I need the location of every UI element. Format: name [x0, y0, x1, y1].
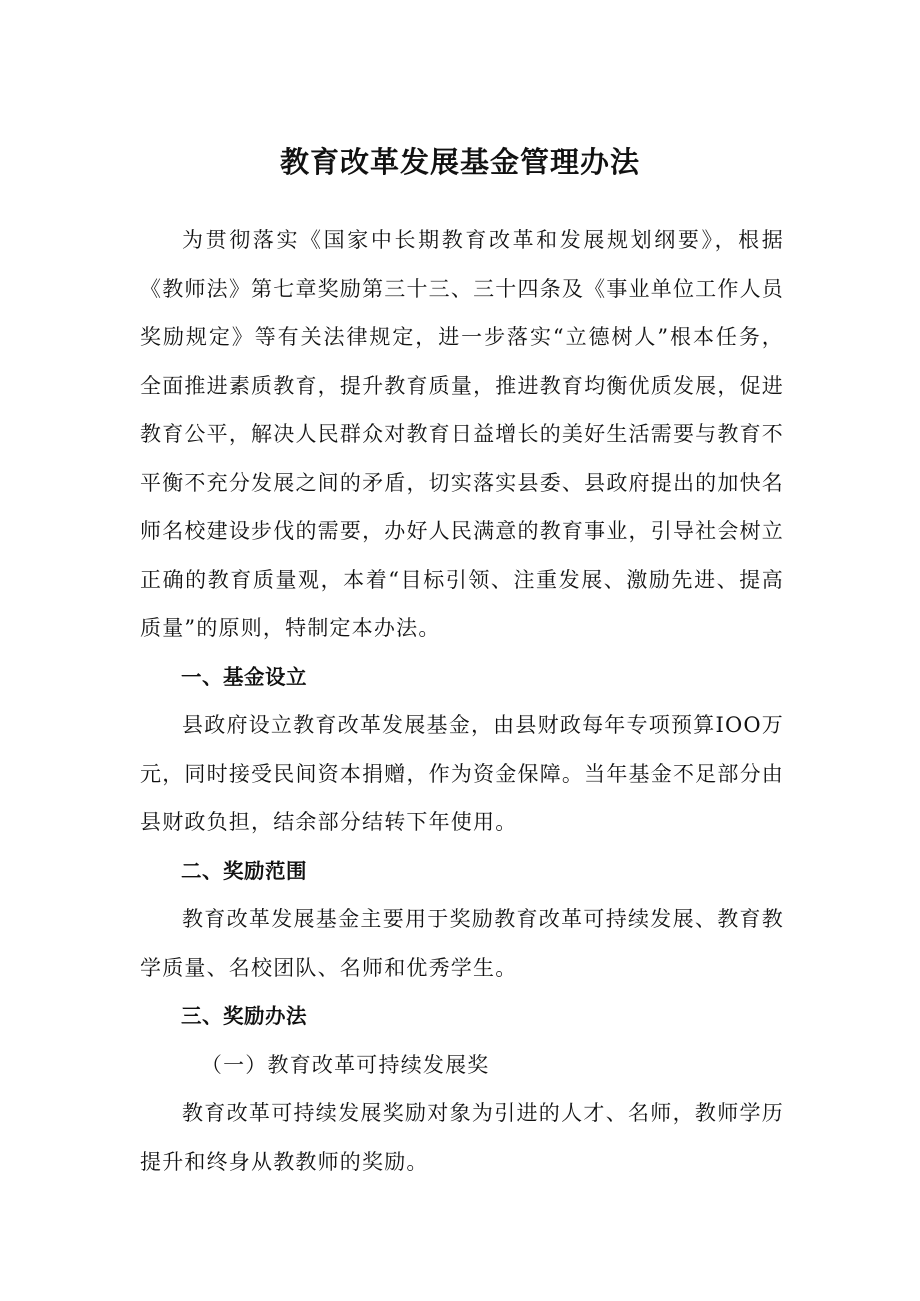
document-body: [140, 216, 784, 1186]
subsection-heading-sustainable-development-award: （一）教育改革可持续发展奖: [200, 1052, 490, 1077]
section-heading-reward-scope: 二、奖励范围: [181, 858, 307, 883]
section-heading-fund-establishment: 一、基金设立: [181, 664, 307, 689]
section-heading-reward-methods: 三、奖励办法: [181, 1004, 307, 1028]
intro-paragraph: 为贯彻落实《国家中长期教育改革和发展规划纲要》，根据《教师法》第七章奖励第三十三、三十四条及《事业单位工作人员奖励规定》等有关法律规定，进一步落实“立德树人”根本任务，全面推进素质教育，提升教育质量，推进教育均衡优质发展，促进教育公平，解决人民群众对教育日益增长的美好生活需要与教育不平衡不充分发展之间的矛盾，切实落实县委、县政府提出的加快名师名校建设步伐的需要，办好人民满意的教育事业，引导社会树立正确的教育质量观，本着“目标引领、注重发展、激励先进、提高质量”的原则，特制定本办法。: [140, 228, 784, 640]
section-text-fund-establishment: 县政府设立教育改革发展基金，由县财政每年专项预算IOO万元，同时接受民间资本捐赠，作为资金保障。当年基金不足部分由县财政负担，结余部分结转下年使用。: [140, 713, 784, 834]
section-text-sustainable-development-award: 教育改革可持续发展奖励对象为引进的人才、名师，教师学历提升和终身从教教师的奖励。: [140, 1101, 784, 1174]
section-text-reward-scope: 教育改革发展基金主要用于奖励教育改革可持续发展、教育教学质量、名校团队、名师和优秀学生。: [140, 907, 784, 980]
document-title: 教育改革发展基金管理办法: [279, 145, 640, 179]
